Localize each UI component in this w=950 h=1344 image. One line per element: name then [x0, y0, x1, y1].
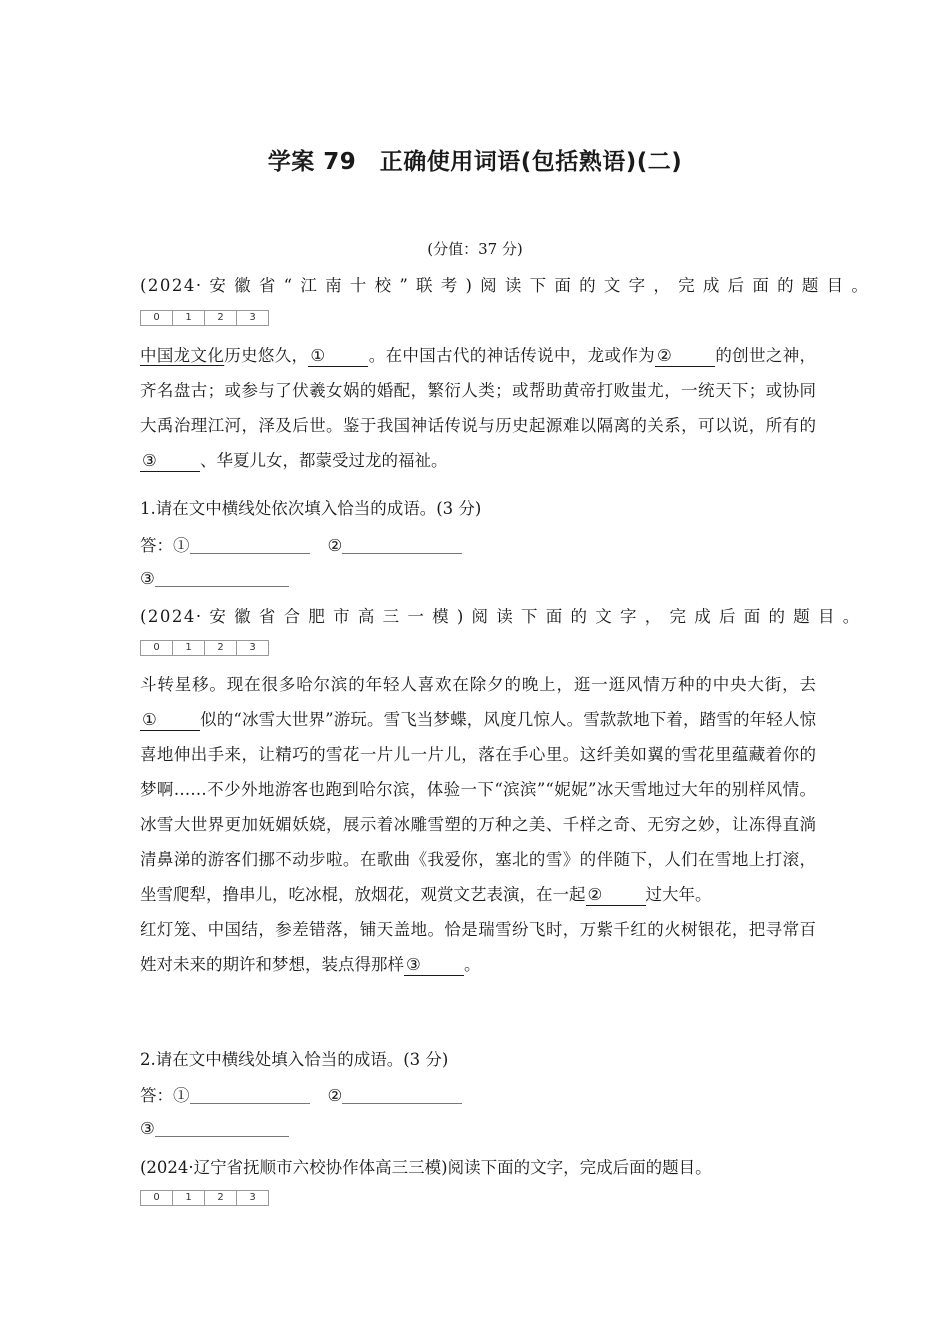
fill-blank-1: ①: [140, 710, 200, 731]
score-box-1[interactable]: [140, 310, 269, 326]
score-option-0[interactable]: 0: [141, 641, 173, 655]
answer-input-3[interactable]: [155, 1118, 289, 1137]
passage-text: 过大年。: [645, 885, 712, 904]
answer-input-1[interactable]: [190, 1085, 310, 1104]
score-box-3[interactable]: [140, 1190, 269, 1206]
page-title: 学案 79 正确使用词语(包括熟语)(二): [267, 149, 683, 175]
score-option-3[interactable]: 3: [249, 642, 256, 653]
answer-input-3[interactable]: [155, 568, 289, 587]
passage-text: 。在中国古代的神话传说中，龙或作为: [368, 346, 655, 365]
score-total: (分值：37 分): [427, 240, 523, 258]
answer-input-2[interactable]: [342, 535, 462, 554]
answer-prefix: 答：: [140, 1086, 173, 1105]
score-option-2[interactable]: 2: [205, 641, 237, 655]
score-option-3[interactable]: 3: [249, 312, 256, 323]
fill-blank-1: ①: [308, 346, 368, 367]
fill-blank-2: ②: [655, 346, 715, 367]
fill-blank-2: ②: [586, 885, 646, 906]
answer-label-1: ①: [173, 1086, 190, 1105]
score-option-1[interactable]: 1: [173, 641, 205, 655]
answer-input-1[interactable]: [190, 535, 310, 554]
score-option-0[interactable]: 0: [141, 311, 173, 325]
passage-text: 。: [464, 955, 481, 974]
section2-source: (2024· 安 徽 省 合 肥 市 高 三 一 模 ) 阅 读 下 面 的 文 字 ， 完 成 后 面 的 题 目 。: [140, 607, 861, 626]
answer-label-2: ②: [327, 536, 343, 555]
passage-text: 似的“冰雪大世界”游玩。雪飞当梦蝶，风度几惊人。雪款款地下着，踏雪的年轻人惊喜地伸出手来，让精巧的雪花一片儿一片儿，落在手心里。这纤美如翼的雪花里蕴藏着你的梦啊……不少外地游客也跑到哈尔滨，体验一下“滨滨”“妮妮”冰天雪地过大年的别样风情。冰雪大世界更加妩媚妖娆，展示着冰雕雪塑的万种之美、千样之奇、无穷之妙，让冻得直淌清鼻涕的游客们挪不动步啦。在歌曲《我爱你，塞北的雪》的伴随下，人们在雪地上打滚，坐雪爬犁，撸串儿，吃冰棍，放烟花，观赏文艺表演，在一起: [140, 710, 816, 904]
section2-passage: [140, 667, 816, 982]
score-option-2[interactable]: 2: [205, 311, 237, 325]
score-option-1[interactable]: 1: [173, 1191, 205, 1205]
section1-source: (2024· 安 徽 省 “ 江 南 十 校 ” 联 考 ) 阅 读 下 面 的 文 字 ， 完 成 后 面 的 题 目 。: [140, 276, 870, 295]
score-option-3[interactable]: 3: [249, 1192, 256, 1203]
answer-input-2[interactable]: [342, 1085, 462, 1104]
answer-row-1b: [140, 568, 289, 588]
answer-row-2: [140, 1082, 462, 1106]
answer-prefix: 答：: [140, 536, 173, 555]
fill-blank-3: ③: [140, 451, 200, 472]
answer-row-1: [140, 532, 462, 556]
answer-label-3: ③: [140, 569, 155, 588]
question-2: 2.请在文中横线处填入恰当的成语。(3 分): [140, 1050, 449, 1069]
answer-label-2: ②: [327, 1086, 343, 1105]
answer-label-1: ①: [173, 536, 190, 555]
underlined-phrase: 中国龙文化: [140, 346, 225, 365]
passage-text: 红灯笼、中国结，参差错落，铺天盖地。恰是瑞雪纷飞时，万紫千红的火树银花，把寻常百姓对未来的期许和梦想，装点得那样: [140, 920, 816, 974]
passage-text: 历史悠久，: [224, 346, 309, 365]
question-1: 1.请在文中横线处依次填入恰当的成语。(3 分): [140, 499, 482, 518]
fill-blank-3: ③: [404, 955, 464, 976]
section3-source: (2024·辽宁省抚顺市六校协作体高三三模)阅读下面的文字，完成后面的题目。: [140, 1158, 712, 1177]
passage-text: 斗转星移。现在很多哈尔滨的年轻人喜欢在除夕的晚上，逛一逛风情万种的中央大街，去: [140, 675, 816, 694]
answer-label-3: ③: [140, 1119, 155, 1138]
score-option-2[interactable]: 2: [205, 1191, 237, 1205]
passage-text: 的创世之神，齐名盘古；或参与了伏羲女娲的婚配，繁衍人类；或帮助黄帝打败蚩尤，一统天下；或协同大禹治理江河，泽及后世。鉴于我国神话传说与历史起源难以隔离的关系，可以说，所有的: [140, 346, 817, 435]
section1-passage: [140, 338, 816, 478]
score-option-0[interactable]: 0: [141, 1191, 173, 1205]
passage-text: 、华夏儿女，都蒙受过龙的福祉。: [200, 451, 448, 470]
answer-row-2b: [140, 1118, 289, 1138]
score-option-1[interactable]: 1: [173, 311, 205, 325]
score-box-2[interactable]: [140, 640, 269, 656]
